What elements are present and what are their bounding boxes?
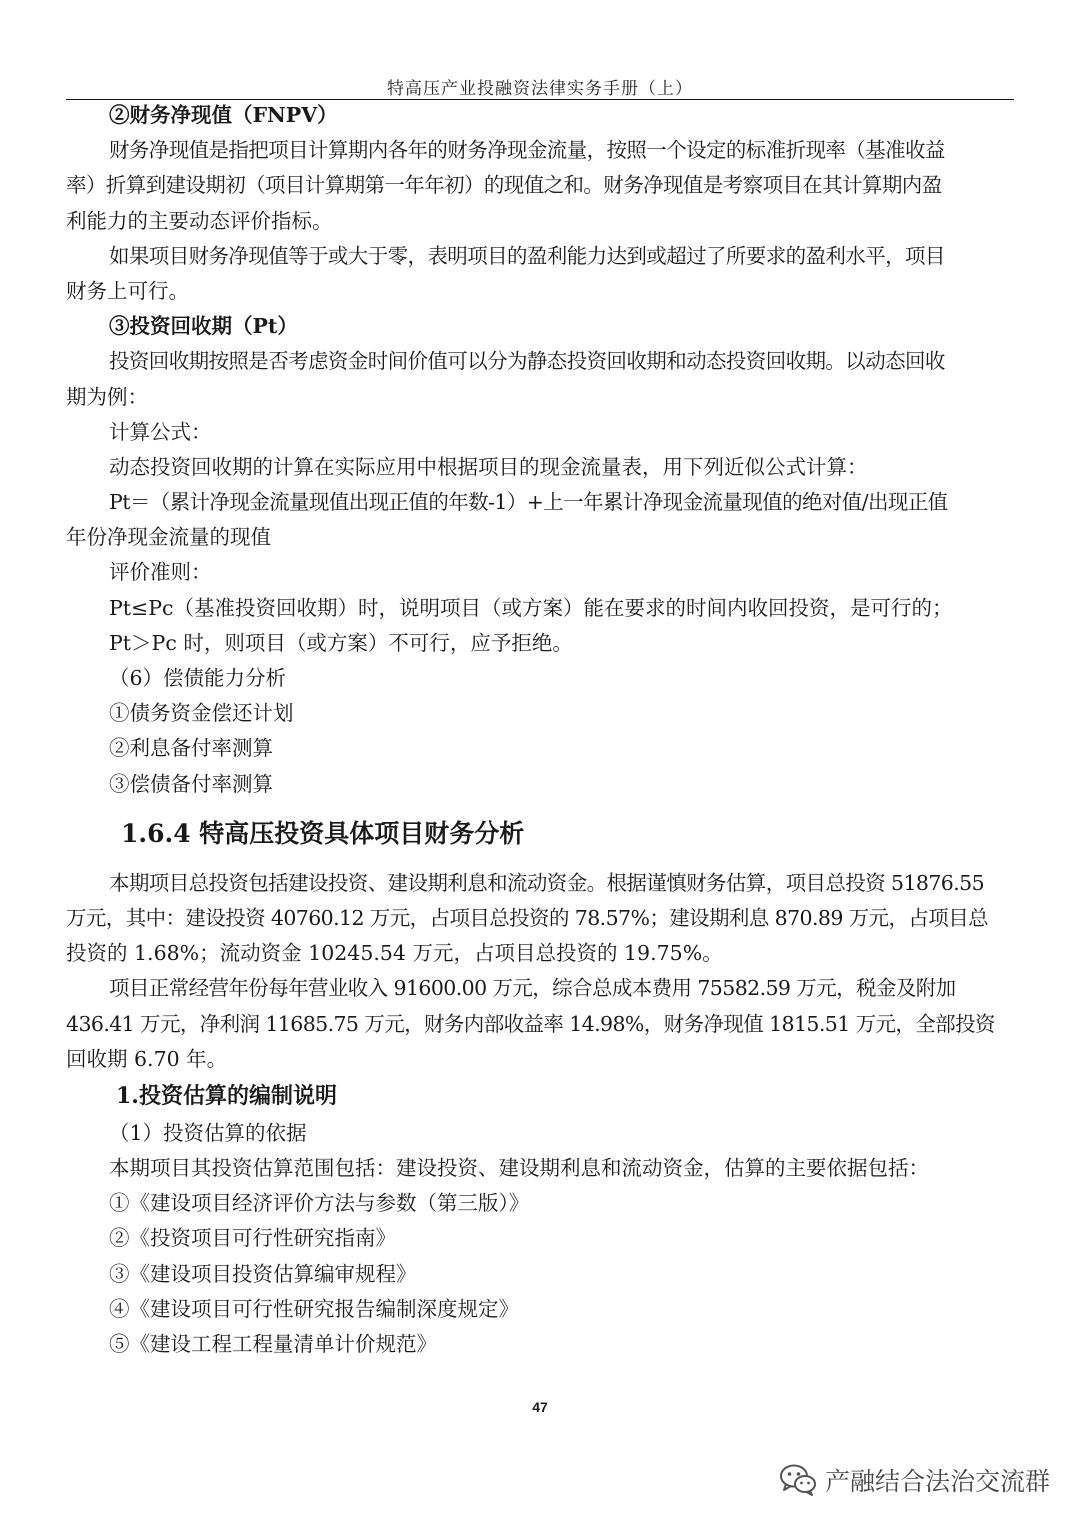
page-body [66, 98, 1014, 1362]
paragraph-line: 436.41 万元，净利润 11685.75 万元，财务内部收益率 14.98%，财务净现值 1815.51 万元，全部投资 [66, 1011, 995, 1036]
paragraph-line: 财务净现值是指把项目计算期内各年的财务净现金流量，按照一个设定的标准折现率（基准收益 [109, 138, 945, 163]
list-item: ④《建设项目可行性研究报告编制深度规定》 [109, 1296, 519, 1321]
subsection-title-payback: ③投资回收期（Pt） [109, 314, 298, 339]
paragraph-line: 本期项目其投资估算范围包括：建设投资、建设期利息和流动资金，估算的主要依据包括： [109, 1156, 929, 1181]
formula-line: 年份净现金流量的现值 [66, 525, 271, 550]
sub-heading: 1.投资估算的编制说明 [116, 1082, 337, 1109]
paragraph-line: 回收期 6.70 年。 [66, 1046, 228, 1071]
list-item: ②《投资项目可行性研究指南》 [109, 1226, 396, 1251]
list-item: （1）投资估算的依据 [109, 1120, 307, 1145]
paragraph-line: 率）折算到建设期初（项目计算期第一年年初）的现值之和。财务净现值是考察项目在其计算期内盈 [66, 173, 942, 198]
paragraph-line: 计算公式： [109, 419, 212, 444]
list-item: ①债务资金偿还计划 [109, 701, 294, 726]
paragraph-line: 投资回收期按照是否考虑资金时间价值可以分为静态投资回收期和动态投资回收期。以动态回收 [109, 349, 945, 374]
paragraph-line: 投资的 1.68%；流动资金 10245.54 万元，占项目总投资的 19.75%。 [66, 941, 723, 966]
paragraph-line: 如果项目财务净现值等于或大于零，表明项目的盈利能力达到或超过了所要求的盈利水平，项目 [109, 243, 945, 268]
paragraph-line: Pt＞Pc 时，则项目（或方案）不可行，应予拒绝。 [109, 630, 573, 655]
list-item: （6）偿债能力分析 [109, 666, 287, 690]
paragraph-line: 项目正常经营年份每年营业收入 91600.00 万元，综合总成本费用 75582.59 万元，税金及附加 [109, 976, 956, 1001]
paragraph-line: Pt≤Pc（基准投资回收期）时，说明项目（或方案）能在要求的时间内收回投资，是可行的； [109, 595, 953, 620]
section-heading: 1.6.4 特高压投资具体项目财务分析 [121, 818, 525, 848]
list-item: ②利息备付率测算 [109, 736, 273, 761]
page-number: 47 [532, 1399, 548, 1415]
list-item: ③偿债备付率测算 [109, 771, 273, 796]
paragraph-line: 利能力的主要动态评价指标。 [66, 208, 333, 233]
paragraph-line: 本期项目总投资包括建设投资、建设期利息和流动资金。根据谨慎财务估算，项目总投资 51876.55 [109, 870, 985, 895]
paragraph-line: 动态投资回收期的计算在实际应用中根据项目的现金流量表，用下列近似公式计算： [109, 454, 868, 479]
formula-line: Pt＝（累计净现金流量现值出现正值的年数-1）+上一年累计净现金流量现值的绝对值/出现正值 [109, 490, 948, 515]
watermark-text: 产融结合法治交流群 [824, 1467, 1050, 1496]
wechat-icon [779, 1463, 817, 1497]
watermark [779, 1462, 1050, 1498]
list-item: ③《建设项目投资估算编审规程》 [109, 1261, 417, 1286]
paragraph-line: 财务上可行。 [66, 278, 189, 303]
subsection-title-fnpv: ②财务净现值（FNPV） [109, 103, 338, 127]
paragraph-line: 评价准则： [109, 560, 212, 585]
list-item: ⑤《建设工程工程量清单计价规范》 [109, 1332, 437, 1356]
paragraph-line: 万元，其中：建设投资 40760.12 万元，占项目总投资的 78.57%；建设期利息 870.89 万元，占项目总 [66, 905, 988, 930]
running-header: 特高压产业投融资法律实务手册（上） [387, 79, 693, 99]
list-item: ①《建设项目经济评价方法与参数（第三版）》 [109, 1191, 530, 1216]
paragraph-line: 期为例： [66, 384, 148, 409]
